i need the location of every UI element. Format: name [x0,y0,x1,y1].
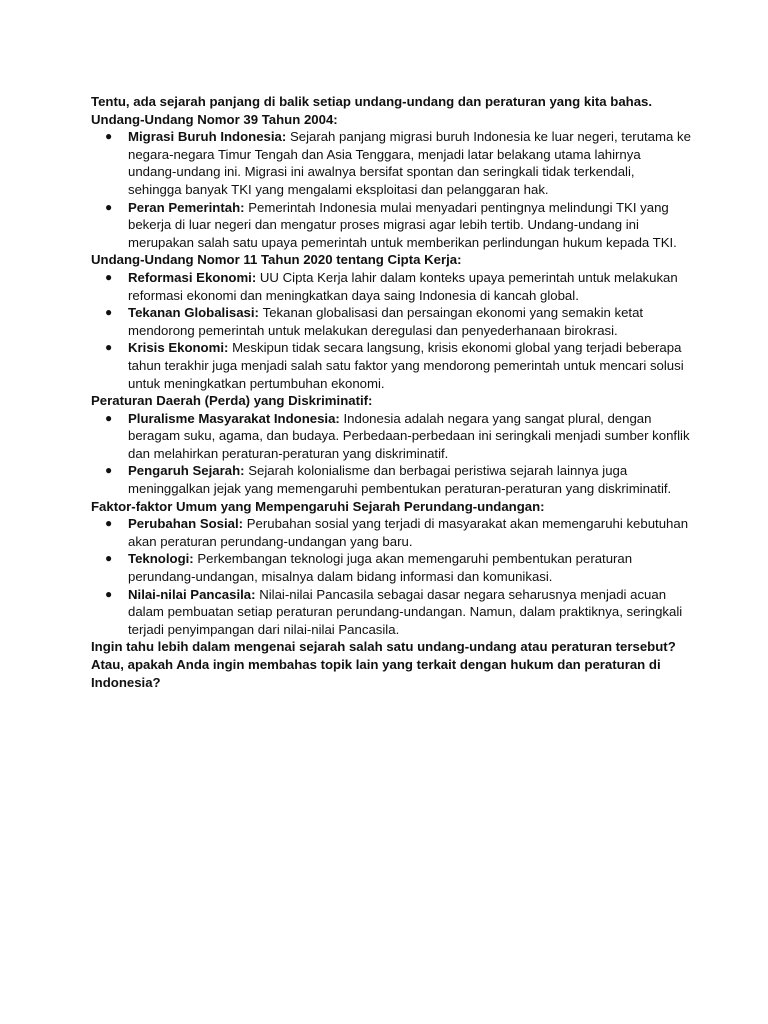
list-item [91,269,691,304]
item-text: Meskipun tidak secara langsung, krisis ekonomi global yang terjadi beberapa tahun terakhir juga menjadi salah satu faktor yang mendorong pemerintah untuk mencari solusi untuk meningkatkan pertumbuhan ekonomi. [128,340,684,391]
bullet-icon: ● [105,340,113,355]
item-title: Nilai-nilai Pancasila: [128,586,260,602]
bullet-list [91,128,691,251]
bullet-icon: ● [105,586,113,601]
list-item [91,339,691,392]
section-heading: Faktor-faktor Umum yang Mempengaruhi Sejarah Perundang-undangan: [91,498,545,514]
item-text: Indonesia adalah negara yang sangat plural, dengan beragam suku, agama, dan budaya. Perbedaan-perbedaan ini seringkali menjadi sumber konflik dan melahirkan peraturan-peraturan yang diskriminatif. [128,410,690,461]
closing-question: Atau, apakah Anda ingin membahas topik lain yang terkait dengan hukum dan peraturan di Indonesia? [91,657,661,690]
item-text: UU Cipta Kerja lahir dalam konteks upaya pemerintah untuk melakukan reformasi ekonomi dan meningkatkan daya saing Indonesia di kancah global. [128,269,678,303]
item-title: Perubahan Sosial: [128,516,247,532]
bullet-list [91,410,691,498]
list-item [91,304,691,339]
section-heading: Undang-Undang Nomor 11 Tahun 2020 tentang Cipta Kerja: [91,252,462,268]
item-text: Sejarah kolonialisme dan berbagai peristiwa sejarah lainnya juga meninggalkan jejak yang memengaruhi pembentukan peraturan-peraturan yang diskriminatif. [128,463,672,497]
list-item [91,462,691,497]
bullet-list [91,515,691,638]
list-item [91,199,691,252]
bullet-icon: ● [105,551,113,566]
item-title: Krisis Ekonomi: [128,340,233,356]
section-heading: Peraturan Daerah (Perda) yang Diskriminatif: [91,393,373,409]
list-item [91,410,691,463]
bullet-icon: ● [105,305,113,320]
item-title: Pluralisme Masyarakat Indonesia: [128,410,344,426]
bullet-icon: ● [105,129,113,144]
bullet-icon: ● [105,463,113,478]
item-text: Sejarah panjang migrasi buruh Indonesia ke luar negeri, terutama ke negara-negara Timur Tengah dan Asia Tenggara, menjadi latar belakang utama lahirnya undang-undang ini. Migrasi ini awalnya bersifat spontan dan seringkali tidak terkendali, sehingga banyak TKI yang mengalami eksploitasi dan pelanggaran hak. [128,129,691,197]
item-title: Reformasi Ekonomi: [128,269,260,285]
item-text: Tekanan globalisasi dan persaingan ekonomi yang semakin ketat mendorong pemerintah untuk melakukan deregulasi dan penyederhanaan birokrasi. [128,305,644,338]
item-text: Pemerintah Indonesia mulai menyadari pentingnya melindungi TKI yang bekerja di luar negeri dan mengatur proses migrasi agar lebih tertib. Undang-undang ini merupakan salah satu upaya pemerintah untuk memberikan perlindungan hukum kepada TKI. [128,199,677,250]
bullet-icon: ● [105,269,113,284]
item-title: Peran Pemerintah: [128,199,249,215]
bullet-icon: ● [105,516,113,531]
document-body [91,93,691,691]
item-title: Migrasi Buruh Indonesia: [128,129,290,145]
list-item [91,550,691,585]
item-title: Tekanan Globalisasi: [128,305,263,321]
item-text: Nilai-nilai Pancasila sebagai dasar negara seharusnya menjadi acuan dalam pembuatan setiap peraturan perundang-undangan. Namun, dalam praktiknya, seringkali terjadi penyimpangan dari nilai-nilai Pancasila. [128,586,683,637]
list-item [91,128,691,198]
bullet-icon: ● [105,410,113,425]
item-text: Perkembangan teknologi juga akan memengaruhi pembentukan peraturan perundang-undangan, misalnya dalam bidang informasi dan komunikasi. [128,551,633,585]
item-text: Perubahan sosial yang terjadi di masyarakat akan memengaruhi kebutuhan akan peraturan perundang-undangan yang baru. [128,516,689,549]
bullet-list [91,269,691,392]
closing-question: Ingin tahu lebih dalam mengenai sejarah salah satu undang-undang atau peraturan tersebut? [91,639,676,655]
list-item [91,586,691,639]
intro-text: Tentu, ada sejarah panjang di balik setiap undang-undang dan peraturan yang kita bahas. [91,94,653,109]
bullet-icon: ● [105,199,113,214]
item-title: Pengaruh Sejarah: [128,463,249,479]
section-heading: Undang-Undang Nomor 39 Tahun 2004: [91,111,338,127]
item-title: Teknologi: [128,551,198,567]
list-item [91,515,691,550]
